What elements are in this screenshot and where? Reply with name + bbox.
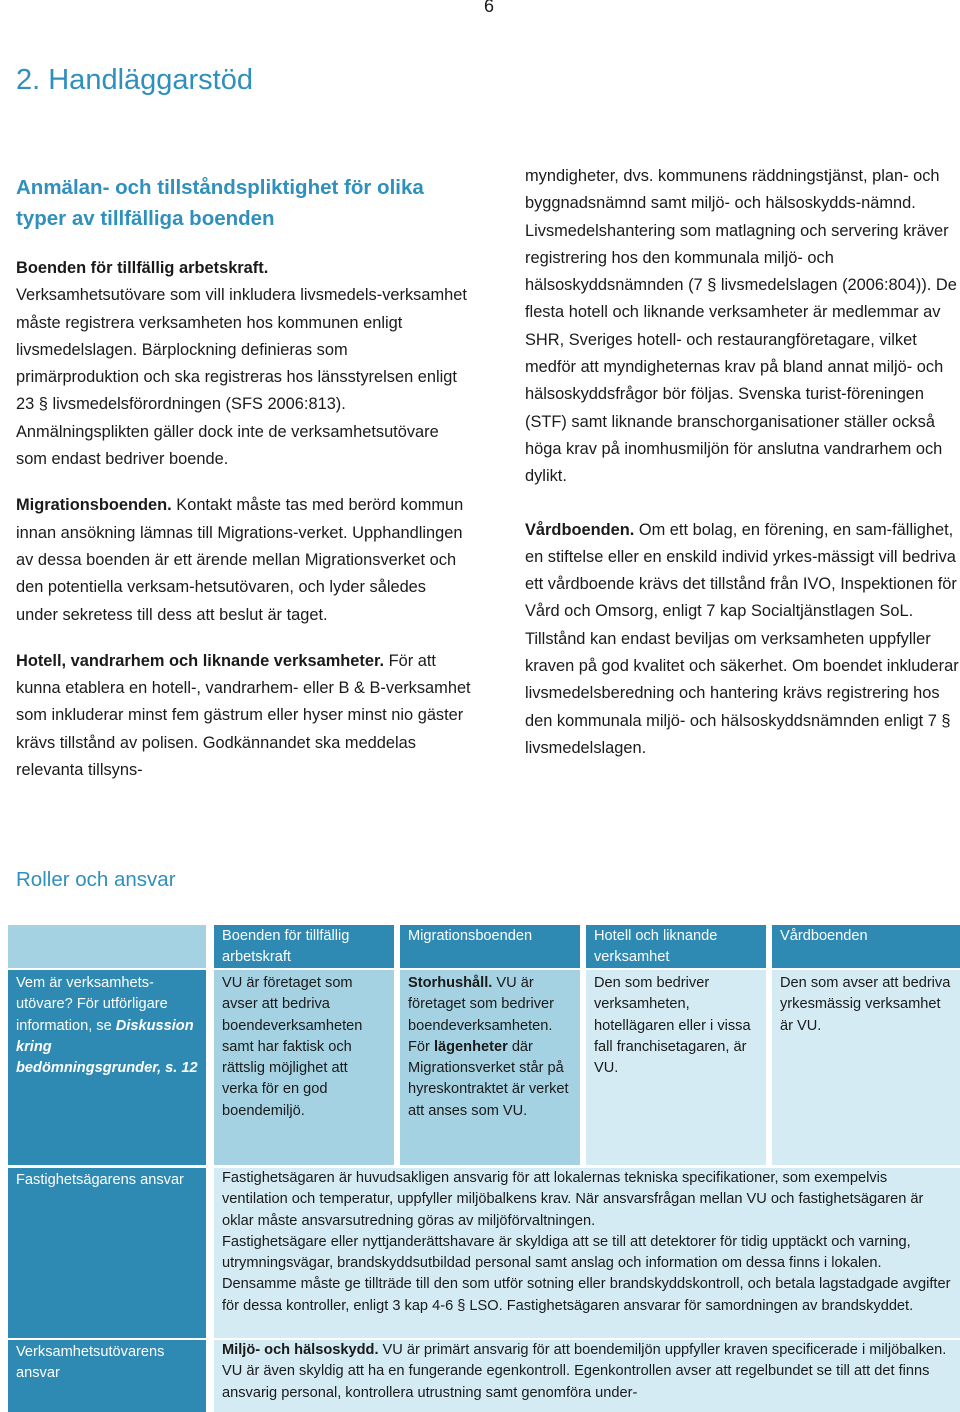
table-row-label: Verksamhetsutövarens ansvar: [8, 1340, 206, 1412]
paragraph-text: För att kunna etablera en hotell-, vandrarhem- eller B & B-verksamhet som inkluderar minst fem gästrum eller hyser minst nio gäster krävs tillstånd av polisen. Godkännandet ska meddelas relevanta tillsyns-: [16, 651, 471, 780]
section-heading: Anmälan- och tillståndspliktighet för olika typer av tillfälliga boenden: [16, 176, 424, 230]
table-row: [8, 1340, 960, 1412]
table-row: [8, 970, 960, 1165]
row-label-reference: Diskussion kring bedömningsgrunder, s. 12: [16, 1017, 198, 1077]
table-header-row: [8, 925, 960, 968]
roles-heading: Roller och ansvar: [16, 868, 176, 891]
right-column: [525, 163, 960, 781]
table-header-cell: Hotell och liknande verksamhet: [586, 925, 766, 968]
table-header-cell: Boenden för tillfällig arbetskraft: [214, 925, 394, 968]
cell-text: Fastighetsägaren är huvudsakligen ansvarig för att lokalernas tekniska specifikationer, som exempelvis ventilation och temperatur, uppfyller miljöbalkens krav. När ansvarsfrågan mellan VU och fastighetsägaren är oklar måste ansvarsutredning göras av miljöförvaltningen.: [222, 1170, 924, 1229]
cell-text: VU är företaget som bedriver boendeverksamheten. För: [408, 975, 555, 1055]
cell-bold: lägenheter: [433, 1038, 508, 1055]
paragraph-vardboenden: [525, 517, 960, 763]
table-cell: [214, 1340, 960, 1412]
cell-text: VU är primärt ansvarig för att boendemiljön uppfyller kraven specificerade i miljöbalken. VU är även skyldig att ha en fungerande egenkontroll. Egenkontrollen avser att regelbundet se till att det finns ansvarig personal, kontrollera utrustning samt genomföra under-: [222, 1342, 947, 1401]
cell-bold: Storhushåll.: [408, 975, 493, 991]
paragraph-text: Verksamhetsutövare som vill inkludera livsmedels-verksamhet måste registrera verksamheten hos kommunen enligt livsmedelslagen. Bärplockning definieras som primärproduktion och ska registreras hos länsstyrelsen enligt 23 § livsmedelsförordningen (SFS 2006:813). Anmälningsplikten gäller dock inte de verksamhetsutövare som endast bedriver boende.: [16, 286, 467, 469]
paragraph-tillfallig-arbetskraft: [16, 255, 471, 473]
table-cell: VU är företaget som avser att bedriva boendeverksamheten samt har faktisk och rättslig möjlighet att verka för en god boendemiljö.: [214, 970, 394, 1165]
table-cell: Den som avser att bedriva yrkesmässig verksamhet är VU.: [772, 970, 960, 1165]
page-number: 6: [484, 0, 495, 16]
table-row: [8, 1168, 960, 1338]
paragraph-hotell: [16, 648, 471, 784]
page-title: 2. Handläggarstöd: [16, 64, 253, 96]
table-header-cell: Vårdboenden: [772, 925, 960, 968]
cell-text: där Migrationsverket står på hyreskontraktet är verket att anses som VU.: [408, 1038, 569, 1119]
table-header-cell: Migrationsboenden: [400, 925, 580, 968]
table-cell: [400, 970, 580, 1165]
table-header-empty: [8, 925, 206, 968]
paragraph-lead: Hotell, vandrarhem och liknande verksamheter.: [16, 651, 385, 670]
paragraph-lead: Migrationsboenden.: [16, 496, 172, 515]
paragraph-lead: Vårdboenden.: [525, 520, 635, 539]
table-cell: [214, 1168, 960, 1338]
left-column: [16, 172, 471, 803]
paragraph-text: Om ett bolag, en förening, en sam-fällighet, en stiftelse eller en enskild individ yrkes-mässigt vill bedriva ett vårdboende krävs det tillstånd från IVO, Inspektionen för Vård och Omsorg, enligt 7 kap Socialtjänstlagen SoL. Tillstånd kan endast beviljas om verksamheten uppfyller kraven på god kvalitet och säkerhet. Om boendet inkluderar livsmedelsberedning och hantering krävs registrering hos den kommunala miljö- och hälsoskyddsnämnden enligt 7 § livsmedelslagen.: [525, 520, 959, 757]
paragraph-lead: Boenden för tillfällig arbetskraft.: [16, 259, 269, 277]
table-cell: Den som bedriver verksamheten, hotellägaren eller i vissa fall franchisetagaren, är VU.: [586, 970, 766, 1165]
row-label-text: Vem är verksamhets-utövare? För utförligare information, se: [16, 975, 168, 1034]
cell-bold: Miljö- och hälsoskydd.: [222, 1342, 379, 1358]
table-row-label: [8, 970, 206, 1165]
paragraph-migrationsboenden: [16, 492, 471, 628]
paragraph-text: Kontakt måste tas med berörd kommun innan ansökning lämnas till Migrations-verket. Upphandlingen av dessa boenden är ett ärende mellan Migrationsverket och den potentiella verksam-hetsutövaren, och lyder således under sekretess till dess att beslut är taget.: [16, 496, 464, 624]
cell-text: Fastighetsägare eller nyttjanderättshavare är skyldiga att se till att detektorer för tidig upptäckt och varning, utrymningsvägar, brandskyddsutbildad personal samt anslag och information om dessa finns i lokalen. Densamme måste ge tillträde till den som utför sotning eller brandskyddskontroll, och betala lagstadgade avgifter för dessa kontroller, enligt 3 kap 4-6 § LSO. Fastighetsägaren ansvarar för samordningen av brandskyddet.: [222, 1233, 951, 1314]
paragraph-continuation: myndigheter, dvs. kommunens räddningstjänst, plan- och byggnadsnämnd samt miljö- och hälsoskydds-nämnd. Livsmedelshantering som matlagning och servering kräver registrering hos den kommunala miljö- och hälsoskyddsnämnden (7 § livsmedelslagen (2006:804)). De flesta hotell och liknande verksamheter är medlemmar av SHR, Sveriges hotell- och restaurangföretagare, vilket medför att myndigheternas krav på bland annat miljö- och hälsoskyddsfrågor bör följas. Svenska turist-föreningen (STF) samt liknande branschorganisationer ställer också höga krav på inomhusmiljön för anslutna vandrarhem och dylikt.: [525, 167, 957, 486]
table-row-label: Fastighetsägarens ansvar: [8, 1168, 206, 1338]
